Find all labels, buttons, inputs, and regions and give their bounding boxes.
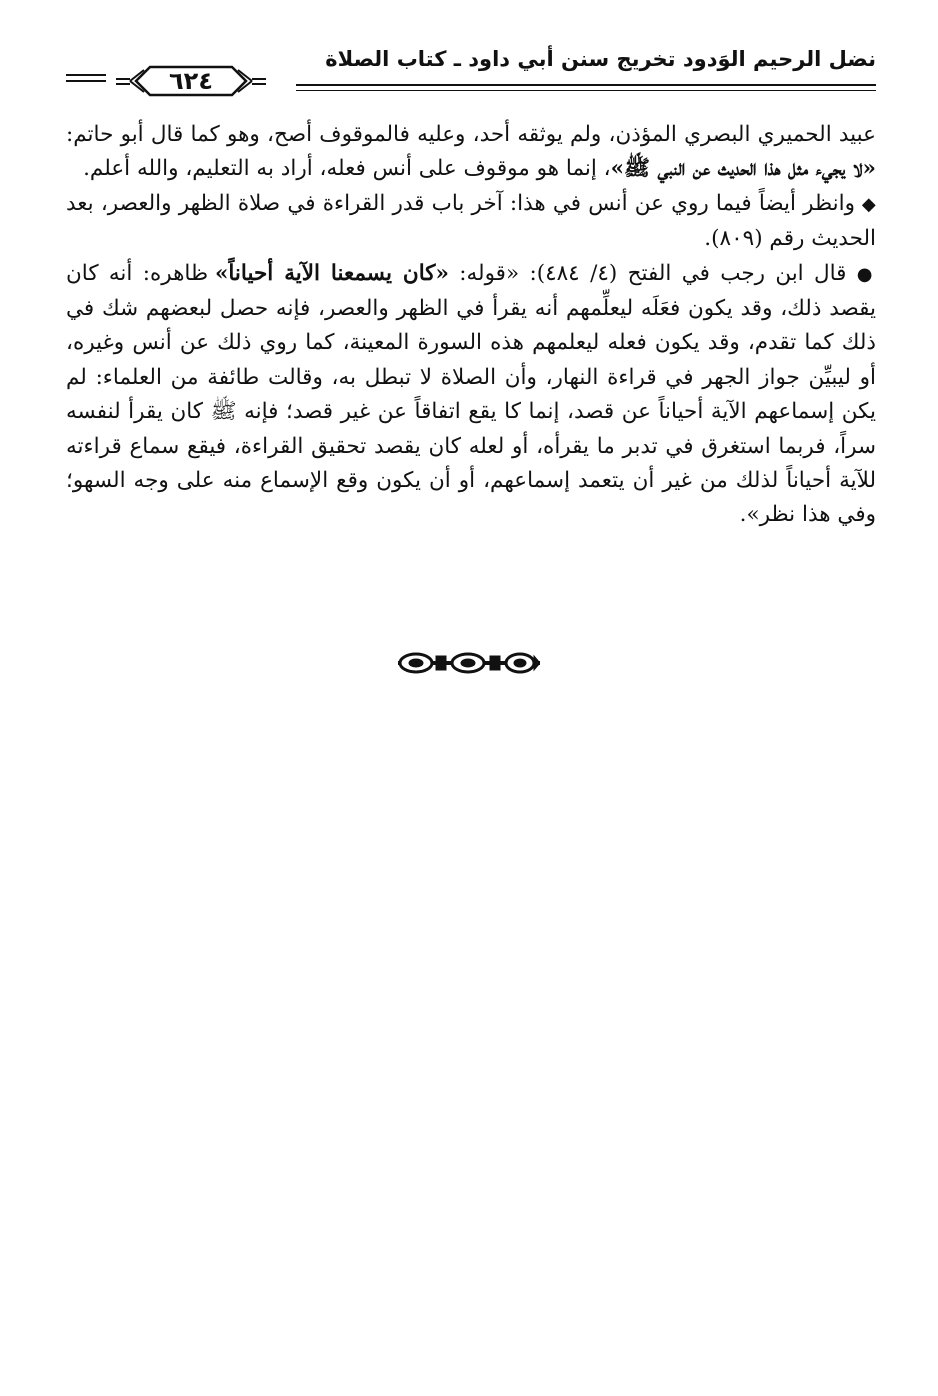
paragraph (66, 187, 876, 257)
header-rule-thin (296, 90, 876, 91)
body-text (66, 118, 876, 533)
paragraph-marker-icon: ◆ (861, 193, 877, 215)
page-number-frame (116, 62, 266, 100)
paragraph (66, 257, 876, 533)
text-run: ظاهره: أنه كان يقصد ذلك، وقد يكون فعَلَه ليعلِّمهم أنه يقرأ في الظهر والعصر، فإنه حصل لبعضهم شك في ذلك كما تقدم، وقد يكون فعله ليعلمهم هذه السورة المعينة، كما روي ذلك عن أنس وغيره، أو ليبيِّن جواز الجهر في قراءة النهار، وأن الصلاة لا تبطل به، وقالت طائفة من العلماء: لم يكن إسماعهم الآية أحياناً عن قصد، إنما كا يقع اتفاقاً عن غير قصد؛ فإنه ﷺ كان يقرأ لنفسه سراً، فربما استغرق في تدبر ما يقرأه، أو لعله كان يقصد تحقيق القراءة، فيقع سماع قراءته للآية أحياناً لذلك من غير أن يتعمد إسماعهم، أو أن يكون وقع الإسماع منه على وجه السهو؛ وفي هذا نظر». (66, 260, 876, 528)
paragraph-marker-icon: ● (856, 263, 876, 285)
header-rule (296, 84, 876, 86)
page-header (66, 40, 876, 104)
text-run: قال ابن رجب في الفتح (٤/ ٤٨٤): «قوله: (448, 260, 857, 286)
quoted-text-bold: «لا يجيء مثل هذا الحديث عن النبي ﷺ» (610, 156, 876, 182)
page-number: ٦٢٤ (169, 67, 213, 95)
running-title: نضل الرحيم الوَدود تخريج سنن أبي داود ـ كتاب الصلاة (325, 47, 876, 71)
header-side-lines (66, 74, 106, 86)
section-end-ornament-icon (398, 652, 540, 674)
text-run: عبيد الحميري البصري المؤذن، ولم يوثقه أحد، وعليه فالموقوف أصح، وهو كما قال أبو حاتم: (66, 122, 876, 147)
text-run: ، إنما هو موقوف على أنس فعله، أراد به التعليم، والله أعلم. (83, 156, 611, 182)
paragraph (66, 118, 876, 187)
quoted-text-bold: «كان يسمعنا الآية أحياناً» (214, 260, 449, 286)
text-run: وانظر أيضاً فيما روي عن أنس في هذا: آخر باب قدر القراءة في صلاة الظهر والعصر، بعد الحديث رقم (٨٠٩). (66, 190, 876, 252)
